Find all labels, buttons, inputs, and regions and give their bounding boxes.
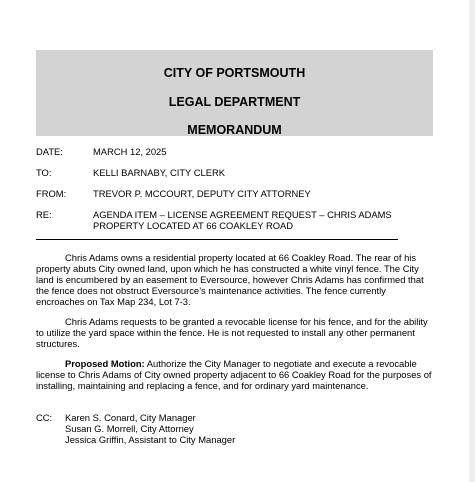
paragraph-line: encroaches on Tax Map 234, Lot 7-3. bbox=[36, 296, 191, 307]
paragraph-line: property abuts City owned land, upon which he has constructed a white vinyl fence. The City bbox=[36, 263, 419, 274]
paragraph-line: to utilize the yard space within the fence. He is not requested to install any other permanent bbox=[36, 327, 415, 338]
cc-key: CC: bbox=[36, 412, 53, 423]
proposed-motion-text: Authorize the City Manager to negotiate and execute a revocable bbox=[144, 358, 417, 369]
memo-header bbox=[36, 50, 433, 136]
meta-re-key: RE: bbox=[36, 209, 52, 220]
paragraph-proposed-motion bbox=[36, 358, 436, 391]
meta-date-value: MARCH 12, 2025 bbox=[93, 146, 167, 157]
meta-date-key: DATE: bbox=[36, 146, 63, 157]
page-edge bbox=[469, 0, 475, 482]
paragraph-line: the fence does not obstruct Eversource’s maintenance activities. The fence currently bbox=[36, 285, 386, 296]
header-city: CITY OF PORTSMOUTH bbox=[163, 66, 306, 80]
paragraph-line: structures. bbox=[36, 338, 80, 349]
paragraph-line: land is encumbered by an easement to Eversource, however Chris Adams has confirmed that bbox=[36, 274, 424, 285]
meta-re-line1: AGENDA ITEM – LICENSE AGREEMENT REQUEST – CHRIS ADAMS bbox=[93, 209, 392, 220]
paragraph-line: installing, maintaining and replacing a fence, and for ordinary yard maintenance. bbox=[36, 380, 369, 391]
paragraph-2 bbox=[36, 316, 436, 349]
cc-recipient: Jessica Griffin, Assistant to City Manager bbox=[65, 434, 236, 445]
meta-to-value: KELLI BARNABY, CITY CLERK bbox=[93, 167, 225, 178]
cc-recipient: Susan G. Morrell, City Attorney bbox=[65, 423, 194, 434]
paragraph-line: Chris Adams requests to be granted a revocable license for his fence, and for the ability bbox=[65, 316, 428, 327]
cc-list bbox=[65, 412, 235, 445]
meta-from-key: FROM: bbox=[36, 188, 67, 199]
meta-from-value: TREVOR P. MCCOURT, DEPUTY CITY ATTORNEY bbox=[93, 188, 311, 199]
paragraph-line: Chris Adams owns a residential property located at 66 Coakley Road. The rear of his bbox=[65, 252, 417, 263]
header-divider bbox=[36, 239, 398, 240]
header-memorandum: MEMORANDUM bbox=[187, 123, 282, 137]
paragraph-line bbox=[36, 358, 436, 369]
paragraph-1 bbox=[36, 252, 436, 307]
header-department: LEGAL DEPARTMENT bbox=[168, 95, 301, 109]
meta-re-value bbox=[93, 210, 403, 231]
meta-re-line2: PROPERTY LOCATED AT 66 COAKLEY ROAD bbox=[93, 219, 294, 231]
paragraph-line: license to Chris Adams of City owned property adjacent to 66 Coakley Road for the purposes of bbox=[36, 369, 432, 380]
meta-to-key: TO: bbox=[36, 167, 52, 178]
cc-recipient: Karen S. Conard, City Manager bbox=[65, 412, 196, 423]
proposed-motion-label: Proposed Motion: bbox=[65, 358, 145, 369]
